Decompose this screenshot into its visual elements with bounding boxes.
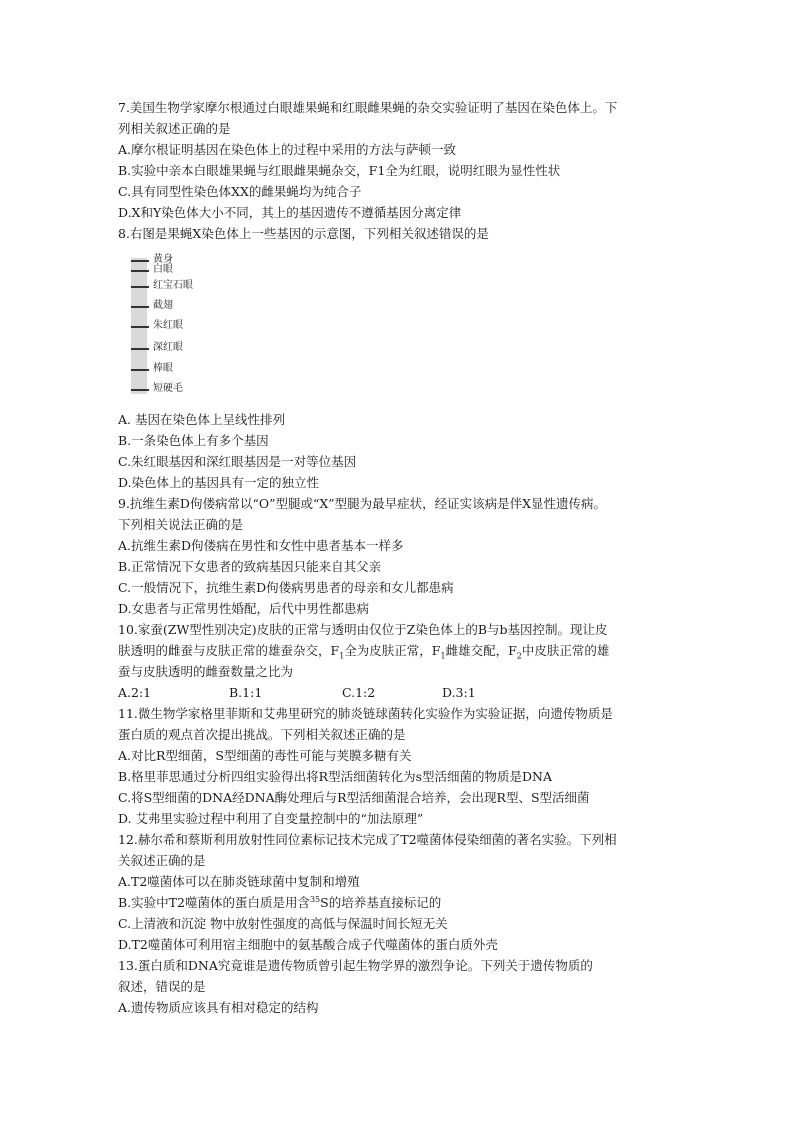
subscript: 1 — [440, 651, 446, 661]
q10-stem-line: 10.家蚕(ZW型性别决定)皮肤的正常与透明由仅位于Z染色体上的B与b基因控制。现让皮 — [118, 622, 608, 637]
superscript: 35 — [309, 894, 321, 904]
gene-tick — [131, 260, 149, 262]
q10-options-row — [118, 682, 678, 703]
gene-tick — [131, 286, 149, 288]
q12-stem-line: 12.赫尔希和蔡斯利用放射性同位素标记技术完成了T2噬菌体侵染细菌的著名实验。下列相 — [118, 832, 617, 847]
gene-label: 深红眼 — [153, 342, 183, 353]
q7-option-a: A.摩尔根证明基因在染色体上的过程中采用的方法与萨顿一致 — [118, 142, 457, 157]
gene-tick — [131, 270, 149, 272]
gene-tick — [131, 326, 149, 328]
q10-option-c: C.1:2 — [342, 685, 376, 700]
x-chromosome-diagram — [131, 256, 251, 396]
q11-option-b: B.格里菲思通过分析四组实验得出将R型活细菌转化为s型活细菌的物质是DNA — [118, 769, 552, 784]
q11-option-c: C.将S型细菌的DNA经DNA酶处理后与R型活细菌混合培养，会出现R型、S型活细菌 — [118, 790, 590, 805]
gene-label: 黄身 — [153, 254, 173, 265]
q12-option-b-text: B.实验中T2噬菌体的蛋白质是用含 — [118, 895, 310, 910]
subscript: 1 — [339, 651, 345, 661]
q7-option-b: B.实验中亲本白眼雄果蝇与红眼雌果蝇杂交，F1全为红眼，说明红眼为显性性状 — [118, 163, 561, 178]
q11-option-a: A.对比R型细菌，S型细菌的毒性可能与荚膜多糖有关 — [118, 748, 412, 763]
q13-stem-line: 叙述，错误的是 — [118, 979, 206, 994]
q10-stem-text: 全为皮肤正常，F — [344, 643, 441, 658]
q8-option-d: D.染色体上的基因具有一定的独立性 — [118, 475, 320, 490]
gene-tick — [131, 306, 149, 308]
q9-stem-line: 下列相关说法正确的是 — [118, 517, 244, 532]
q12-option-c: C.上清液和沉淀 物中放射性强度的高低与保温时间长短无关 — [118, 916, 448, 931]
q12-stem-line: 关叙述正确的是 — [118, 853, 206, 868]
q8-stem-line: 8.右图是果蝇X染色体上一些基因的示意图，下列相关叙述错误的是 — [118, 226, 489, 241]
q10-stem-text: 雌雄交配，F — [445, 643, 517, 658]
q11-stem-line: 11.微生物学家格里菲斯和艾弗里研究的肺炎链球菌转化实验作为实验证据，向遗传物质是 — [118, 706, 613, 721]
q9-option-a: A.抗维生素D佝偻病在男性和女性中患者基本一样多 — [118, 538, 404, 553]
q8-option-b: B.一条染色体上有多个基因 — [118, 433, 269, 448]
q10-option-d: D.3:1 — [442, 685, 476, 700]
q9-option-b: B.正常情况下女患者的致病基因只能来自其父亲 — [118, 559, 382, 574]
q13-option-a: A.遗传物质应该具有相对稳定的结构 — [118, 1000, 319, 1015]
gene-label: 朱红眼 — [153, 320, 183, 331]
q10-stem-line: 蚕与皮肤透明的雌蚕数量之比为 — [118, 664, 294, 679]
gene-tick — [131, 348, 149, 350]
q7-stem-line: 7.美国生物学家摩尔根通过白眼雄果蝇和红眼雌果蝇的杂交实验证明了基因在染色体上。下 — [118, 100, 618, 115]
q8-option-a: A. 基因在染色体上呈线性排列 — [118, 412, 285, 427]
subscript: 2 — [516, 651, 522, 661]
q10-stem-line — [118, 640, 678, 661]
gene-label: 截翅 — [153, 300, 173, 311]
gene-label: 短硬毛 — [153, 383, 183, 394]
q11-stem-line: 蛋白质的观点首次提出挑战。下列相关叙述正确的是 — [118, 727, 406, 742]
gene-label: 红宝石眼 — [153, 280, 193, 291]
gene-tick — [131, 369, 149, 371]
q13-stem-line: 13.蛋白质和DNA究竟谁是遗传物质曾引起生物学界的激烈争论。下列关于遗传物质的 — [118, 958, 593, 973]
gene-label: 白眼 — [153, 264, 173, 275]
q9-option-d: D.女患者与正常男性婚配，后代中男性都患病 — [118, 601, 370, 616]
q12-option-d: D.T2噬菌体可利用宿主细胞中的氨基酸合成子代噬菌体的蛋白质外壳 — [118, 937, 498, 952]
q10-option-a: A.2:1 — [118, 685, 152, 700]
question-7 — [118, 97, 678, 244]
gene-tick — [131, 389, 149, 391]
q12-option-b-text: S的培养基直接标记的 — [320, 895, 442, 910]
q10-option-b: B.1:1 — [229, 685, 263, 700]
q7-stem-line: 列相关叙述正确的是 — [118, 121, 231, 136]
q9-option-c: C.一般情况下，抗维生素D佝偻病男患者的母亲和女儿都患病 — [118, 580, 454, 595]
q11-option-d: D. 艾弗里实验过程中利用了自变量控制中的“加法原理” — [118, 811, 424, 826]
gene-label: 棒眼 — [153, 363, 173, 374]
q10-stem-text: 肤透明的雌蚕与皮肤正常的雄蚕杂交，F — [118, 643, 340, 658]
q7-option-c: C.具有同型性染色体XX的雌果蝇均为纯合子 — [118, 184, 362, 199]
question-8-options — [118, 409, 678, 1018]
q12-option-a: A.T2噬菌体可以在肺炎链球菌中复制和增殖 — [118, 874, 360, 889]
q9-stem-line: 9.抗维生素D佝偻病常以“O”型腿或“X”型腿为最早症状，经证实该病是伴X显性遗传病。 — [118, 496, 607, 511]
q10-stem-text: 中皮肤正常的雄 — [521, 643, 610, 658]
q12-option-b — [118, 892, 678, 913]
q7-option-d: D.X和Y染色体大小不同，其上的基因遗传不遵循基因分离定律 — [118, 205, 462, 220]
q8-option-c: C.朱红眼基因和深红眼基因是一对等位基因 — [118, 454, 357, 469]
